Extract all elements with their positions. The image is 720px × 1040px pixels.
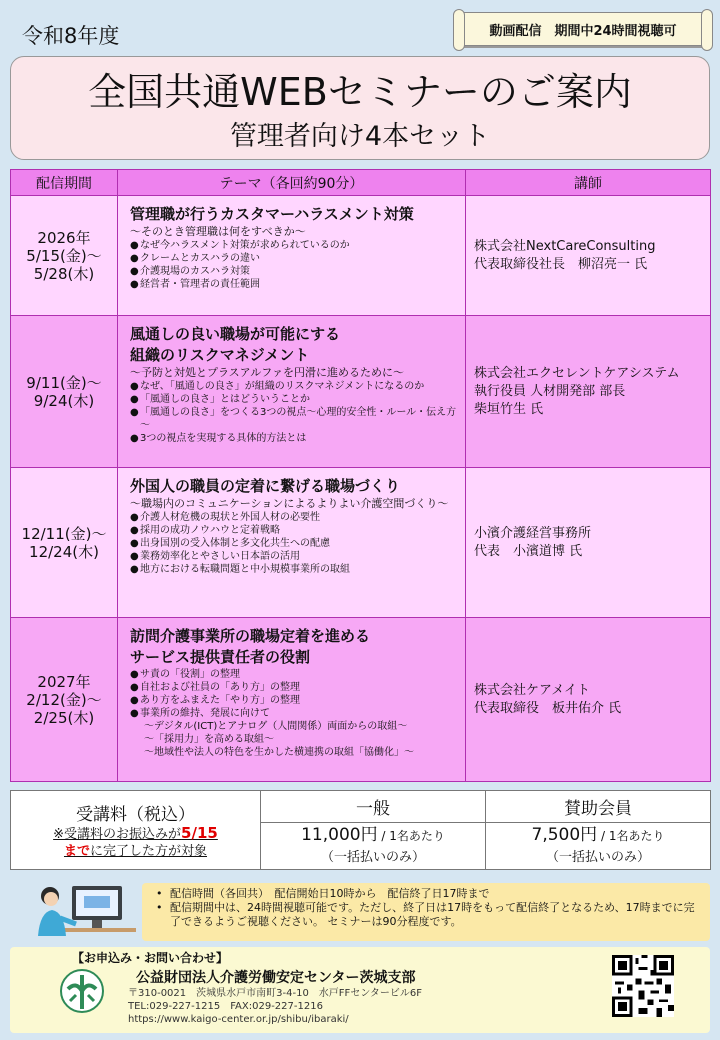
date-line: 2/12(金)～	[26, 690, 102, 709]
theme-bullet: ● 自社および社員の「あり方」の整理	[130, 681, 457, 694]
date-line: 9/11(金)～	[26, 373, 102, 392]
theme-bullet: ● 3つの視点を実現する具体的方法とは	[130, 432, 457, 445]
theme-bullet: ● 「風通しの良さ」をつくる3つの視点～心理的安全性・ルール・伝え方～	[130, 406, 457, 432]
theme-lead: ～そのとき管理職は何をすべきか～	[130, 225, 306, 238]
schedule-theme	[118, 196, 466, 316]
schedule-date	[11, 196, 118, 316]
contact-box	[10, 947, 710, 1033]
lecturer-line: 代表取締役 板井佑介 氏	[474, 700, 622, 716]
page-subtitle: 管理者向け4本セット	[229, 121, 491, 152]
info-box	[142, 883, 710, 941]
theme-bullet: ● 介護現場のカスハラ対策	[130, 265, 457, 278]
lecturer-line: 株式会社NextCareConsulting	[474, 238, 656, 254]
theme-bullet: ● 地方における転職問題と中小規模事業所の取組	[130, 563, 457, 576]
schedule-lecturer	[466, 196, 711, 316]
theme-bullet: ● なぜ、「風通しの良さ」が組織のリスクマネジメントになるのか	[130, 380, 457, 393]
theme-bullet: ● 事業所の維持、発展に向けて	[130, 707, 457, 720]
theme-title: 風通しの良い職場が可能にする	[130, 325, 341, 343]
page-title: 全国共通WEBセミナーのご案内	[88, 70, 632, 114]
fee-label: 受講料（税込）	[76, 805, 195, 825]
fee-label-cell	[11, 791, 261, 870]
date-line: 2026年	[37, 228, 91, 247]
member-price: 7,500円	[531, 824, 598, 845]
schedule-lecturer	[466, 316, 711, 468]
fee-note: ※受講料のお振込みが5/15 までに完了した方が対象	[53, 824, 218, 859]
theme-title: 外国人の職員の定着に繋げる職場づくり	[130, 477, 401, 495]
theme-title: サービス提供責任者の役割	[130, 648, 311, 666]
qr-code-icon[interactable]	[612, 955, 674, 1017]
lecturer-line: 執行役員 人材開発部 部長	[474, 383, 626, 399]
organization-logo-icon	[60, 969, 104, 1013]
schedule-date	[11, 618, 118, 782]
date-line: 12/24(木)	[29, 542, 99, 561]
theme-sub-line: ～デジタル(ICT)とアナログ（人間関係）両面からの取組～	[144, 721, 408, 732]
schedule-row	[11, 196, 711, 316]
date-line: 5/15(金)～	[26, 246, 102, 265]
info-item: • 配信時間（各回共） 配信開始日10時から 配信終了日17時まで	[152, 887, 700, 901]
header-lecturer: 講師	[466, 170, 711, 196]
contact-url[interactable]: https://www.kaigo-center.or.jp/shibu/ibaraki/	[128, 1014, 349, 1025]
schedule-lecturer	[466, 468, 711, 618]
theme-title: 訪問介護事業所の職場定着を進める	[130, 627, 371, 645]
general-price: 11,000円	[301, 824, 378, 845]
date-line: 5/28(木)	[33, 264, 95, 283]
theme-bullets	[130, 668, 457, 759]
schedule-theme	[118, 468, 466, 618]
theme-bullet: ● クレームとカスハラの違い	[130, 252, 457, 265]
person-at-computer-illustration	[32, 878, 136, 940]
lecturer-line: 代表 小濱道博 氏	[474, 543, 583, 559]
schedule-row	[11, 468, 711, 618]
theme-bullet: ● あり方をふまえた「やり方」の整理	[130, 694, 457, 707]
lecturer-line: 株式会社エクセレントケアシステム	[474, 365, 680, 381]
theme-sub-line: ～地域性や法人の特色を生かした横連携の取組「協働化」～	[144, 747, 414, 758]
schedule-theme	[118, 316, 466, 468]
contact-address: 〒310-0021 茨城県水戸市南町3-4-10 水戸FFセンタービル6F	[128, 988, 423, 999]
theme-title: 組織のリスクマネジメント	[130, 346, 310, 364]
general-price-cell: 11,000円 / 1名あたり （一括払いのみ）	[261, 823, 486, 870]
theme-bullets	[130, 380, 457, 445]
header-theme: テーマ（各回約90分）	[118, 170, 466, 196]
schedule-lecturer	[466, 618, 711, 782]
theme-bullet: ● 「風通しの良さ」とはどういうことか	[130, 393, 457, 406]
info-item: • 配信期間中は、24時間視聴可能です。ただし、終了日は17時をもって配信終了となるため、17時までに完了できるようご視聴ください。 セミナーは90分程度です。	[152, 901, 700, 929]
date-line: 2/25(木)	[33, 708, 95, 727]
fee-table	[10, 790, 711, 870]
schedule-date	[11, 316, 118, 468]
theme-bullet: ● 出身国別の受入体制と多文化共生への配慮	[130, 537, 457, 550]
schedule-theme	[118, 618, 466, 782]
lecturer-line: 柴垣竹生 氏	[474, 401, 544, 417]
theme-lead: ～予防と対処とプラスアルファを円滑に進めるために～	[130, 366, 405, 379]
schedule-date	[11, 468, 118, 618]
theme-bullet: ● 経営者・管理者の責任範囲	[130, 278, 457, 291]
schedule-table	[10, 169, 711, 782]
theme-bullet: ● 介護人材危機の現状と外国人材の必要性	[130, 511, 457, 524]
lecturer-line: 代表取締役社長 柳沼亮一 氏	[474, 256, 648, 272]
theme-bullet: ● サ責の「役割」の整理	[130, 668, 457, 681]
theme-sub-line: ～「採用力」を高める取組～	[144, 734, 274, 745]
theme-lead: ～職場内のコミュニケーションによるよりよい介護空間づくり～	[130, 497, 449, 510]
schedule-row	[11, 618, 711, 782]
contact-organization: 公益財団法人介護労働安定センター茨城支部	[136, 970, 416, 986]
lecturer-line: 株式会社ケアメイト	[474, 682, 590, 698]
schedule-row	[11, 316, 711, 468]
date-line: 12/11(金)～	[21, 524, 107, 543]
header-period: 配信期間	[11, 170, 118, 196]
general-label: 一般	[261, 791, 486, 823]
video-badge: 動画配信 期間中24時間視聴可	[458, 12, 708, 46]
lecturer-line: 小濱介護経営事務所	[474, 525, 592, 541]
member-label: 賛助会員	[486, 791, 711, 823]
theme-title: 管理職が行うカスタマーハラスメント対策	[130, 205, 414, 223]
member-price-cell: 7,500円 / 1名あたり （一括払いのみ）	[486, 823, 711, 870]
contact-heading: 【お申込み・お問い合わせ】	[72, 951, 229, 965]
fiscal-year: 令和8年度	[22, 24, 120, 48]
theme-bullets	[130, 239, 457, 291]
title-banner	[10, 56, 710, 160]
theme-bullets	[130, 511, 457, 576]
date-line: 9/24(木)	[33, 391, 95, 410]
fee-deadline: 5/15	[181, 824, 218, 842]
date-line: 2027年	[37, 672, 91, 691]
theme-bullet: ● 採用の成功ノウハウと定着戦略	[130, 524, 457, 537]
theme-bullet: ● なぜ今ハラスメント対策が求められているのか	[130, 239, 457, 252]
theme-bullet: ● 業務効率化とやさしい日本語の活用	[130, 550, 457, 563]
contact-tel-fax: TEL:029-227-1215 FAX:029-227-1216	[128, 1001, 323, 1012]
